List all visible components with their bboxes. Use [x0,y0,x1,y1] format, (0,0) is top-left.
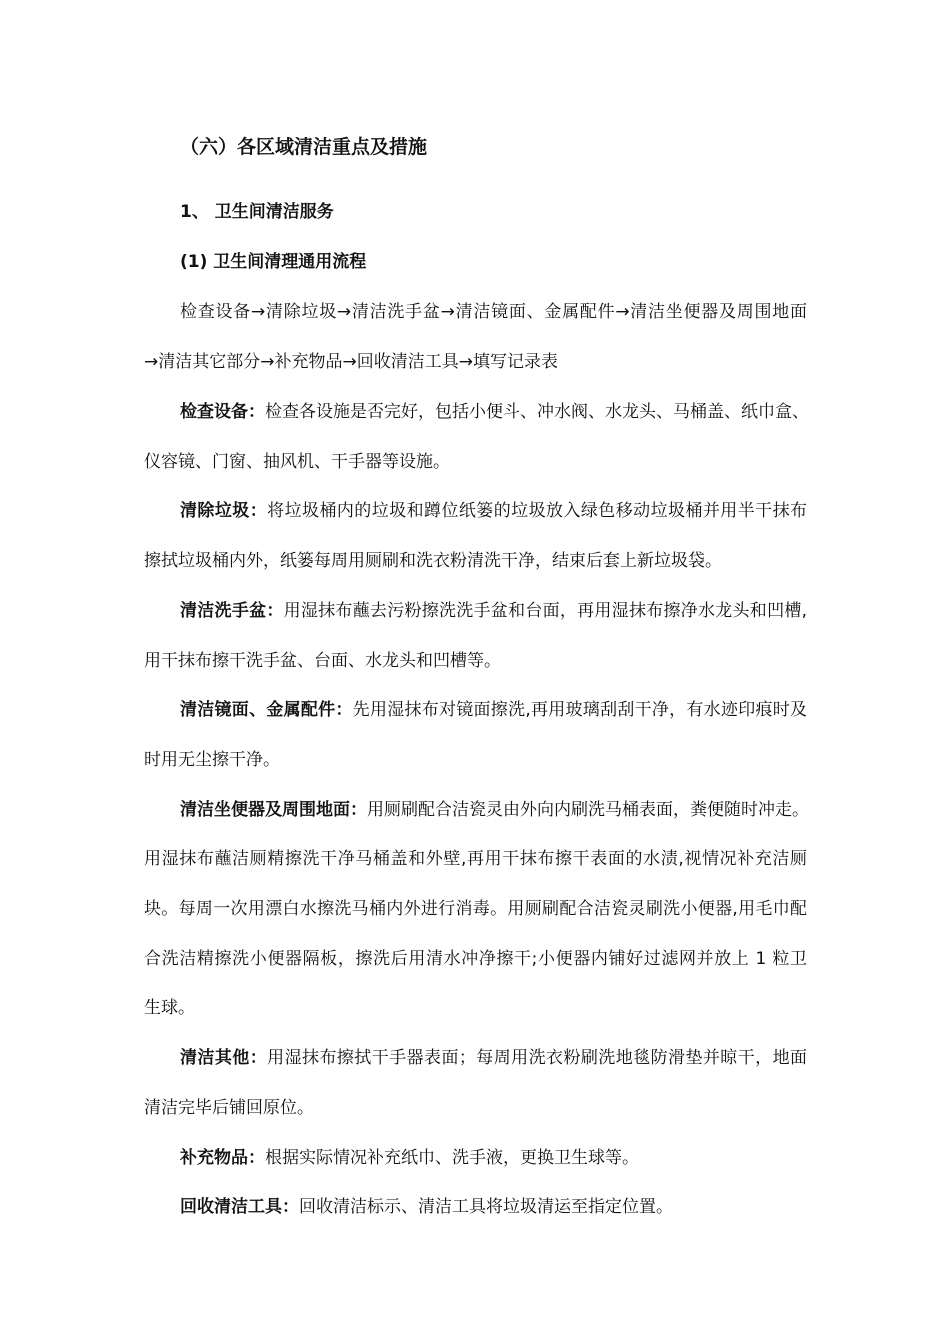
paragraph-text: 用湿抹布蘸去污粉擦洗洗手盆和台面，再用湿抹布擦净水龙头和凹槽, [283,601,808,621]
paragraph-clean-mirror [180,697,807,723]
paragraph-label: 补充物品： [180,1148,265,1168]
paragraph-label: 清洁镜面、金属配件： [180,700,353,720]
paragraph-label: 清除垃圾： [180,501,268,521]
paragraph-continuation: 清洁完毕后铺回原位。 [144,1098,314,1118]
paragraph-label: 清洁洗手盆： [180,601,284,621]
paragraph-continuation: 用湿抹布蘸洁厕精擦洗干净马桶盖和外壁,再用干抹布擦干表面的水渍,视情况补充洁厕 [144,849,807,869]
paragraph-text: 根据实际情况补充纸巾、洗手液，更换卫生球等。 [265,1148,639,1168]
paragraph-continuation: 块。每周一次用漂白水擦洗马桶内外进行消毒。用厕刷配合洁瓷灵刷洗小便器,用毛巾配 [144,899,807,919]
paragraph-collect-tools [180,1194,673,1220]
sub-subsection-title: (1) 卫生间清理通用流程 [180,252,367,272]
paragraph-text: 用湿抹布擦拭干手器表面；每周用洗衣粉刷洗地毯防滑垫并晾干，地面 [267,1048,808,1068]
flow-line-2: →清洁其它部分→补充物品→回收清洁工具→填写记录表 [144,352,558,372]
paragraph-clean-other [180,1045,807,1071]
paragraph-label: 回收清洁工具： [180,1197,299,1217]
paragraph-clean-toilet [180,797,807,823]
paragraph-replenish [180,1145,639,1171]
paragraph-remove-garbage [180,498,807,524]
paragraph-label: 清洁其他： [180,1048,268,1068]
flow-line-1: 检查设备→清除垃圾→清洁洗手盆→清洁镜面、金属配件→清洁坐便器及周围地面 [180,302,807,322]
paragraph-text: 回收清洁标示、清洁工具将垃圾清运至指定位置。 [299,1197,673,1217]
paragraph-text: 用厕刷配合洁瓷灵由外向内刷洗马桶表面，粪便随时冲走。 [367,800,809,820]
paragraph-text: 检查各设施是否完好，包括小便斗、冲水阀、水龙头、马桶盖、纸巾盒、 [265,402,809,422]
paragraph-text: 先用湿抹布对镜面擦洗,再用玻璃刮刮干净，有水迹印痕时及 [352,700,808,720]
paragraph-text: 将垃圾桶内的垃圾和蹲位纸篓的垃圾放入绿色移动垃圾桶并用半干抹布 [267,501,808,521]
section-title: （六）各区域清洁重点及措施 [180,136,428,158]
paragraph-check-equipment [180,399,807,425]
paragraph-continuation: 合洗洁精擦洗小便器隔板，擦洗后用清水冲净擦干;小便器内铺好过滤网并放上 1 粒卫 [144,949,807,969]
paragraph-clean-basin [180,598,807,624]
subsection-title: 1、 卫生间清洁服务 [180,202,334,222]
paragraph-continuation: 生球。 [144,998,195,1018]
paragraph-continuation: 时用无尘擦干净。 [144,750,280,770]
paragraph-continuation: 擦拭垃圾桶内外，纸篓每周用厕刷和洗衣粉清洗干净，结束后套上新垃圾袋。 [144,551,722,571]
paragraph-continuation: 仪容镜、门窗、抽风机、干手器等设施。 [144,452,450,472]
paragraph-continuation: 用干抹布擦干洗手盆、台面、水龙头和凹槽等。 [144,651,501,671]
paragraph-label: 检查设备： [180,402,265,422]
paragraph-label: 清洁坐便器及周围地面： [180,800,367,820]
